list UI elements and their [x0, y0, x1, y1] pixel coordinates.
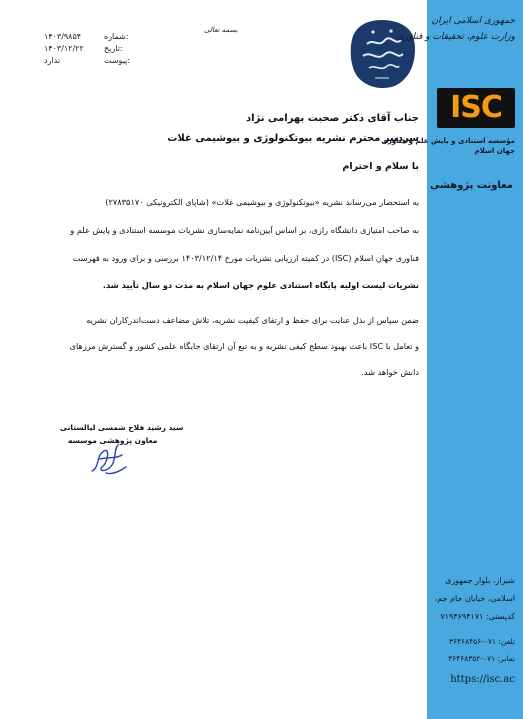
sidebar-country: جمهوری اسلامی ایران — [431, 16, 515, 26]
letter-number-label: شماره: — [104, 32, 129, 41]
sidebar-address-line-1: شیراز، بلوار جمهوری — [445, 576, 515, 585]
letter-number-row — [44, 32, 129, 41]
body-line-2: به صاحب امتیازی دانشگاه رازی، بر اساس آیین‌نامه نمایه‌سازی نشریات موسسه استنادی و پایش علم و — [70, 225, 419, 235]
letter-date-label: تاریخ: — [104, 44, 123, 53]
greeting: با سلام و احترام — [342, 161, 419, 172]
recipient-title: سردبیر محترم نشریه بیوتکنولوژی و بیوشیمی غلات — [167, 133, 419, 144]
sidebar-fax: نمابر: ۰۷۱-۳۶۴۶۸۳۵۲ — [448, 654, 515, 663]
bismillah-heading: بسمه تعالی — [204, 26, 238, 34]
recipient-name: جناب آقای دکتر صحبت بهرامی نژاد — [245, 113, 419, 124]
sidebar-institute-line-2: جهان اسلام — [474, 147, 515, 155]
signer-name: سید رشید فلاح شمسی لیالستانی — [60, 423, 184, 432]
sidebar-institute-line-1: مؤسسه استنادی و پایش علم و فناوری — [381, 137, 515, 145]
letter-attachment-row — [44, 56, 131, 65]
sidebar-postal-code: کدپستی: ۷۱۹۴۶۹۴۱۷۱ — [440, 612, 515, 621]
body-line-1: به استحضار می‌رساند نشریه «بیوتکنولوژی و بیوشیمی غلات» (شاپای الکترونیکی ۲۷۸۳۵۱۷۰) — [105, 197, 419, 207]
body-line-7: دانش خواهد شد. — [361, 367, 419, 377]
sidebar-phone: تلفن: ۰۷۱-۳۶۴۶۸۴۵۶ — [448, 637, 515, 646]
body-line-6: و تعامل با ISC باعث بهبود سطح کیفی نشریه و به تبع آن ارتقای جایگاه علمی کشور و گسترش مرزهای — [69, 341, 419, 351]
letter-attachment-label: پیوست: — [104, 56, 131, 65]
sidebar-ministry: وزارت علوم، تحقیقات و فناوری — [396, 32, 515, 42]
sidebar-address-line-2: اسلامی، خیابان جام جم، — [434, 594, 515, 603]
body-line-3: فناوری جهان اسلام (ISC) در کمیته ارزیابی نشریات مورخ ۱۴۰۳/۱۲/۱۴ بررسی و برای ورود به فهرست — [72, 253, 419, 263]
isc-logo — [437, 88, 515, 128]
body-line-4: نشریات لیست اولیه پایگاه استنادی علوم جهان اسلام به مدت دو سال تأیید شد. — [102, 280, 419, 290]
handwritten-signature-icon — [86, 437, 130, 481]
letter-date-row — [44, 44, 123, 53]
isc-logo-text: ISC — [450, 90, 502, 125]
sidebar-website-link[interactable]: https://isc.ac — [450, 674, 515, 685]
letter-number-value: ۱۴۰۳/۹۸۵۴ — [44, 32, 82, 41]
body-line-5: ضمن سپاس از بذل عنایت برای حفظ و ارتقای کیفیت نشریه، تلاش مضاعف دست‌اندرکاران نشریه — [86, 315, 419, 325]
signer-title: معاون پژوهشی موسسه — [68, 436, 158, 445]
letter-attachment-value: ندارد — [44, 56, 61, 65]
sidebar-department: معاونت پژوهشی — [429, 180, 513, 191]
university-emblem-icon — [347, 18, 417, 90]
letter-date-value: ۱۴۰۳/۱۲/۲۲ — [44, 44, 84, 53]
